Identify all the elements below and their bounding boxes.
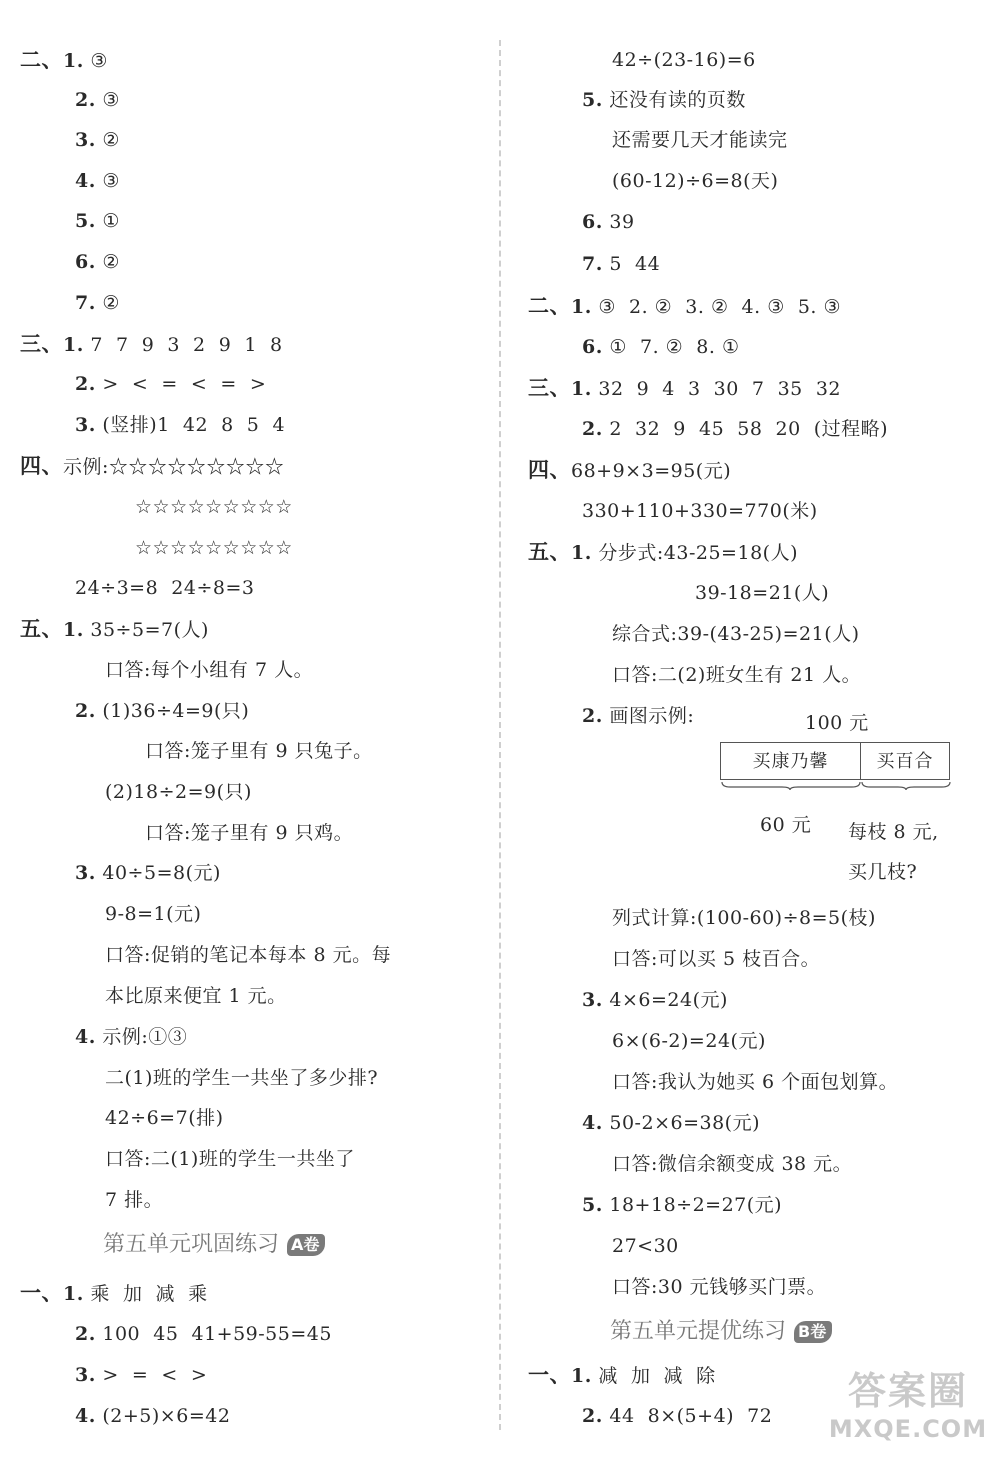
answer-line	[75, 80, 120, 120]
question-number: 2.	[75, 373, 96, 395]
answer-line	[105, 1098, 224, 1138]
question-number: 4.	[582, 1112, 603, 1134]
answer-text: 1. 35÷5=7(人)	[63, 619, 209, 641]
answer-text: 24÷3=8 24÷8=3	[75, 577, 255, 599]
segment-carnation: 买康乃馨	[720, 742, 860, 780]
question-number: 2.	[75, 89, 96, 111]
section-title-unit5-consolidation	[103, 1225, 325, 1265]
answer-text: 示例:☆☆☆☆☆☆☆☆☆	[63, 456, 285, 478]
answer-line	[75, 242, 120, 282]
answer-line	[75, 120, 120, 160]
badge-b: B卷	[794, 1321, 832, 1343]
answer-line	[582, 491, 818, 531]
answer-line	[75, 568, 254, 608]
answer-text: 口答:笼子里有 9 只鸡。	[145, 822, 354, 844]
answer-line	[528, 1355, 716, 1395]
answer-line	[582, 409, 888, 449]
answer-line	[105, 976, 287, 1016]
question-number: 6.	[75, 251, 96, 273]
answer-text: 7. ②	[75, 292, 120, 314]
question-number: 3.	[75, 1364, 96, 1386]
answer-text: 口答:可以买 5 枝百合。	[612, 948, 821, 970]
question-number: 1.	[63, 334, 84, 356]
answer-line	[20, 1273, 208, 1313]
answer-line	[105, 772, 252, 812]
question-number: 2.	[582, 1405, 603, 1427]
answer-text: 二(1)班的学生一共坐了多少排?	[105, 1067, 379, 1089]
answer-text: 7 排。	[105, 1189, 164, 1211]
answer-line	[20, 40, 108, 80]
answer-line	[582, 1185, 782, 1225]
answer-text: (60-12)÷6=8(天)	[612, 170, 779, 192]
answer-line	[612, 120, 788, 160]
question-number: 1.	[571, 378, 592, 400]
answer-line	[105, 1180, 163, 1220]
answer-text: 3. 4×6=24(元)	[582, 989, 728, 1011]
answer-line	[105, 650, 313, 690]
section-label: 二、	[528, 293, 571, 318]
watermark-logo	[818, 1368, 998, 1460]
section-title-text: 第五单元巩固练习	[103, 1232, 280, 1257]
answer-text: 2. 2 32 9 45 58 20 (过程略)	[582, 418, 889, 440]
section-title-text: 第五单元提优练习	[610, 1319, 787, 1344]
section-label: 五、	[20, 616, 63, 641]
answer-text: 2. (1)36÷4=9(只)	[75, 700, 250, 722]
diagram-right-note-1: 每枝 8 元,	[848, 821, 939, 843]
answer-line	[75, 853, 221, 893]
question-number: 2.	[582, 705, 603, 727]
answer-line	[75, 364, 266, 404]
answer-text: 2. 44 8×(5+4) 72	[582, 1405, 773, 1427]
question-number: 4.	[75, 1026, 96, 1048]
watermark-top: 答案圈	[847, 1369, 968, 1413]
answer-text: 3. ②	[75, 129, 120, 151]
question-number: 1.	[571, 296, 592, 318]
line-segment-diagram	[720, 740, 952, 790]
answer-line	[20, 609, 209, 649]
answer-text: 1. ③	[63, 50, 108, 72]
answer-line	[695, 573, 829, 613]
diagram-right-note-2: 买几枝?	[848, 861, 918, 883]
question-number: 1.	[63, 50, 84, 72]
answer-line	[612, 1062, 898, 1102]
answer-line	[582, 327, 739, 367]
answer-line	[612, 1267, 826, 1307]
answer-line	[612, 655, 861, 695]
question-number: 7.	[75, 292, 96, 314]
question-number: 1.	[63, 619, 84, 641]
answer-text: 1. 32 9 4 3 30 7 35 32	[571, 378, 841, 400]
section-label: 三、	[528, 375, 571, 400]
answer-text: 口答:微信余额变成 38 元。	[612, 1153, 853, 1175]
question-number: 2.	[75, 1323, 96, 1345]
answer-line	[582, 244, 660, 284]
answer-line	[75, 1314, 332, 1354]
question-number: 3.	[582, 989, 603, 1011]
answer-line	[20, 446, 284, 486]
answer-line	[105, 935, 391, 975]
answer-line	[582, 696, 694, 736]
section-label: 五、	[528, 539, 571, 564]
answer-text: 6. 39	[582, 211, 635, 233]
question-number: 2.	[75, 700, 96, 722]
answer-text: 6×(6-2)=24(元)	[612, 1030, 766, 1052]
answer-line	[105, 1058, 378, 1098]
answer-line	[612, 1226, 679, 1266]
answer-text: 1. 乘 加 减 乘	[63, 1283, 208, 1305]
answer-text: 口答:30 元钱够买门票。	[612, 1276, 827, 1298]
question-number: 6.	[582, 336, 603, 358]
answer-line	[582, 1396, 772, 1436]
answer-line	[582, 80, 746, 120]
answer-line	[75, 283, 120, 323]
question-number: 3.	[75, 129, 96, 151]
answer-line	[612, 1144, 852, 1184]
answer-text: 4. ③	[75, 170, 120, 192]
answer-text: 5. ①	[75, 210, 120, 232]
answer-line	[75, 201, 120, 241]
answer-text: 口答:促销的笔记本每本 8 元。每	[105, 944, 392, 966]
question-number: 5.	[582, 89, 603, 111]
right-brace	[862, 782, 950, 790]
answer-line	[582, 980, 728, 1020]
answer-text: 6. ① 7. ② 8. ①	[582, 336, 740, 358]
answer-text: 5. 还没有读的页数	[582, 89, 746, 111]
answer-text: (2)18÷2=9(只)	[105, 781, 252, 803]
section-label: 一、	[528, 1362, 571, 1387]
question-number: 6.	[582, 211, 603, 233]
answer-line	[612, 898, 876, 938]
question-number: 4.	[75, 1405, 96, 1427]
question-number: 3.	[75, 414, 96, 436]
question-number: 4.	[75, 170, 96, 192]
answer-line	[75, 1355, 207, 1395]
answer-line	[612, 939, 820, 979]
answer-text: 27<30	[612, 1235, 679, 1257]
answer-text: 6. ②	[75, 251, 120, 273]
section-label: 四、	[528, 457, 571, 482]
section-label: 一、	[20, 1280, 63, 1305]
answer-text: 4. (2+5)×6=42	[75, 1405, 231, 1427]
answer-line	[612, 1021, 766, 1061]
badge-a: A卷	[287, 1234, 325, 1256]
answer-text: ☆☆☆☆☆☆☆☆☆	[135, 496, 293, 518]
answer-line	[612, 161, 778, 201]
segment-lily: 买百合	[860, 742, 950, 780]
answer-text: 7. 5 44	[582, 253, 661, 275]
answer-line	[20, 324, 283, 364]
answer-line	[105, 894, 201, 934]
answer-text: ☆☆☆☆☆☆☆☆☆	[135, 537, 293, 559]
answer-text: 2. ③	[75, 89, 120, 111]
answer-text: 口答:笼子里有 9 只兔子。	[145, 740, 373, 762]
answer-text: 口答:二(1)班的学生一共坐了	[105, 1148, 355, 1170]
left-brace	[722, 782, 860, 790]
answer-line	[528, 532, 798, 572]
answer-text: 1. 分步式:43-25=18(人)	[571, 542, 798, 564]
answer-line	[75, 1396, 230, 1436]
question-number: 5.	[75, 210, 96, 232]
diagram-left-amount: 60 元	[760, 814, 812, 836]
watermark-bottom: MXQE.COM	[828, 1415, 988, 1443]
section-title-unit5-improvement	[610, 1312, 832, 1352]
answer-line	[75, 405, 285, 445]
answer-line	[528, 368, 841, 408]
answer-line	[612, 40, 756, 80]
answer-text: 综合式:39-(43-25)=21(人)	[612, 623, 860, 645]
answer-line	[528, 286, 841, 326]
answer-text: 口答:每个小组有 7 人。	[105, 659, 314, 681]
answer-line	[75, 691, 249, 731]
answer-text: 4. 示例:①③	[75, 1026, 188, 1048]
answer-text: 2. 100 45 41+59-55=45	[75, 1323, 332, 1345]
answer-text: 1. ③ 2. ② 3. ② 4. ③ 5. ③	[571, 296, 842, 318]
answer-line	[135, 487, 293, 527]
answer-text: 39-18=21(人)	[695, 582, 830, 604]
answer-text: 2. > < = < = >	[75, 373, 267, 395]
answer-text: 口答:我认为她买 6 个面包划算。	[612, 1071, 899, 1093]
answer-text: 3. (竖排)1 42 8 5 4	[75, 414, 286, 436]
answer-line	[528, 450, 731, 490]
section-label: 三、	[20, 331, 63, 356]
column-divider	[499, 40, 501, 1430]
answer-text: 330+110+330=770(米)	[582, 500, 818, 522]
diagram-total-label: 100 元	[805, 712, 869, 734]
answer-text: 1. 7 7 9 3 2 9 1 8	[63, 334, 283, 356]
answer-text: 1. 减 加 减 除	[571, 1365, 716, 1387]
question-number: 2.	[582, 418, 603, 440]
question-number: 1.	[571, 542, 592, 564]
answer-line	[105, 1139, 355, 1179]
answer-line	[145, 813, 353, 853]
section-label: 四、	[20, 453, 63, 478]
question-number: 1.	[571, 1365, 592, 1387]
answer-line	[582, 1103, 760, 1143]
answer-text: 3. > = < >	[75, 1364, 208, 1386]
answer-text: 3. 40÷5=8(元)	[75, 862, 221, 884]
question-number: 1.	[63, 1283, 84, 1305]
answer-text: 42÷(23-16)=6	[612, 49, 756, 71]
answer-line	[582, 202, 635, 242]
question-number: 3.	[75, 862, 96, 884]
answer-line	[135, 528, 293, 568]
answer-text: 还需要几天才能读完	[612, 129, 788, 151]
answer-line	[145, 731, 373, 771]
answer-text: 2. 画图示例:	[582, 705, 695, 727]
answer-text: 本比原来便宜 1 元。	[105, 985, 287, 1007]
answer-text: 4. 50-2×6=38(元)	[582, 1112, 760, 1134]
answer-text: 口答:二(2)班女生有 21 人。	[612, 664, 862, 686]
question-number: 7.	[582, 253, 603, 275]
answer-line	[75, 161, 120, 201]
answer-text: 9-8=1(元)	[105, 903, 202, 925]
answer-text: 列式计算:(100-60)÷8=5(枝)	[612, 907, 876, 929]
section-label: 二、	[20, 47, 63, 72]
answer-line	[612, 614, 860, 654]
answer-line	[75, 1017, 187, 1057]
answer-text: 5. 18+18÷2=27(元)	[582, 1194, 783, 1216]
answer-text: 42÷6=7(排)	[105, 1107, 224, 1129]
answer-text: 68+9×3=95(元)	[571, 460, 732, 482]
question-number: 5.	[582, 1194, 603, 1216]
